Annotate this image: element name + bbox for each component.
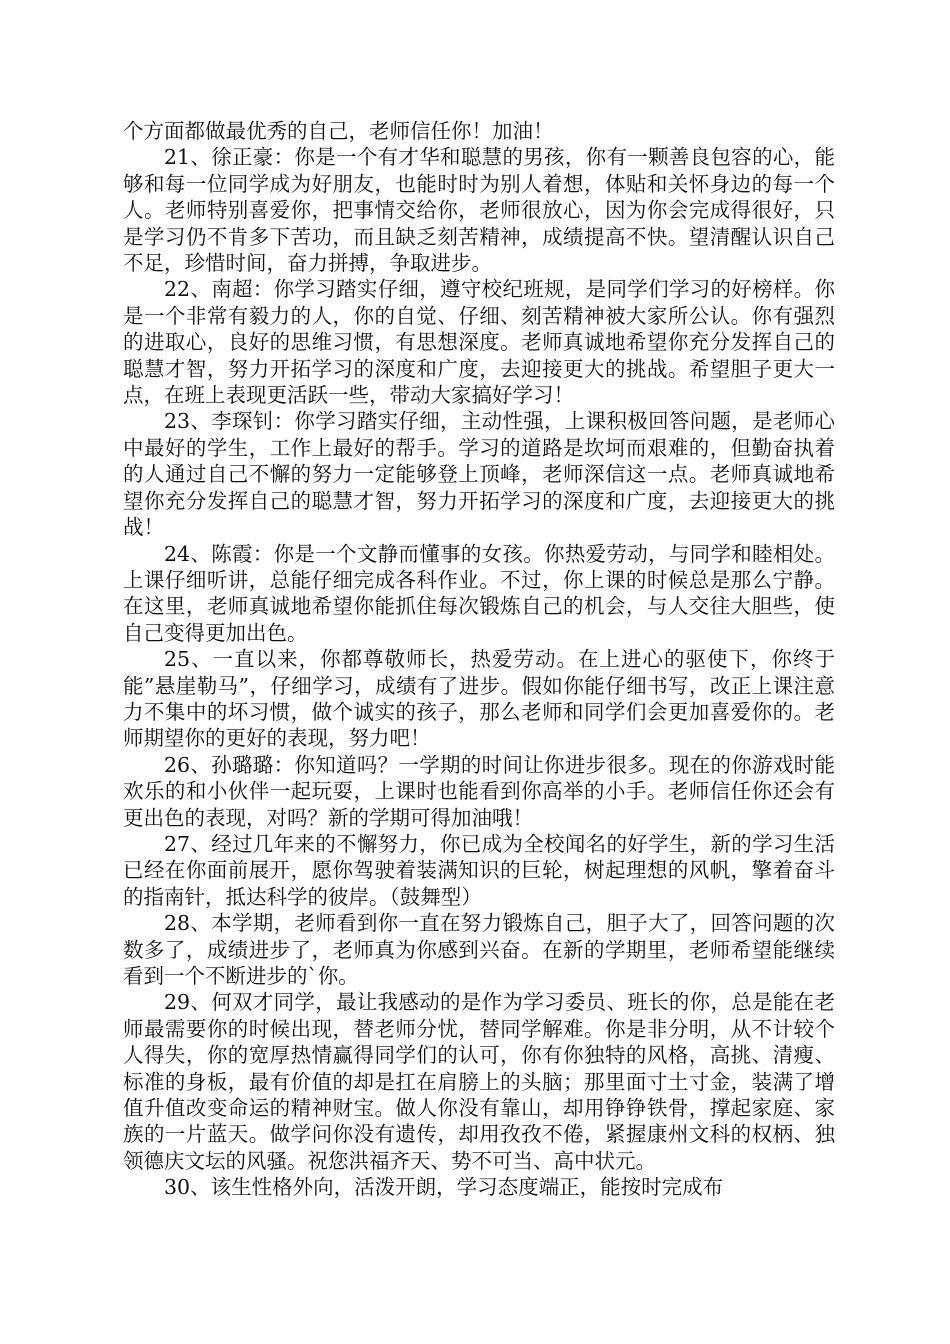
paragraph-29: 29、何双才同学，最让我感动的是作为学习委员、班长的你，总是能在老师最需要你的时候出现，替老师分忧，替同学解难。你是非分明，从不计较个人得失，你的宽厚热情赢得同学们的认可，你有你独特的风格，高挑、清瘦、标准的身板，最有价值的却是扛在肩膀上的头脑；那里面寸土寸金，装满了增值升值改变命运的精神财宝。做人你没有靠山，却用铮铮铁骨，撑起家庭、家族的一片蓝天。做学问你没有遗传，却用孜孜不倦，紧握康州文科的权柄、独领德庆文坛的风骚。祝您洪福齐天、势不可当、高中状元。 [123, 990, 835, 1173]
paragraph-30-start: 30、该生性格外向，活泼开朗，学习态度端正，能按时完成布 [164, 1175, 724, 1200]
paragraph-20-continued: 个方面都做最优秀的自己，老师信任你！加油！ [123, 119, 554, 143]
paragraph-22: 22、南超：你学习踏实仔细，遵守校纪班规，是同学们学习的好榜样。你是一个非常有毅力的人，你的自觉、仔细、刻苦精神被大家所公认。你有强烈的进取心，良好的思维习惯，有思想深度。老师真诚地希望你充分发挥自己的聪慧才智，努力开拓学习的深度和广度，去迎接更大的挑战。希望胆子更大一点，在班上表现更活跃一些，带动大家搞好学习！ [123, 277, 835, 408]
paragraph-26: 26、孙璐璐：你知道吗？一学期的时间让你进步很多。现在的你游戏时能欢乐的和小伙伴一起玩耍，上课时也能看到你高举的小手。老师信任你还会有更出色的表现，对吗？新的学期可得加油哦！ [123, 752, 835, 830]
paragraph-24: 24、陈霞：你是一个文静而懂事的女孩。你热爱劳动，与同学和睦相处。上课仔细听讲，总能仔细完成各科作业。不过，你上课的时候总是那么宁静。在这里，老师真诚地希望你能抓住每次锻炼自己的机会，与人交往大胆些，使自己变得更加出色。 [123, 541, 835, 645]
paragraph-25: 25、一直以来，你都尊敬师长，热爱劳动。在上进心的驱使下，你终于能”悬崖勒马”，仔细学习，成绩有了进步。假如你能仔细书写，改正上课注意力不集中的坏习惯，做个诚实的孩子，那么老师和同学们会更加喜爱你的。老师期望你的更好的表现，努力吧！ [123, 647, 835, 751]
document-page [123, 118, 835, 1201]
paragraph-28: 28、本学期，老师看到你一直在努力锻炼自己，胆子大了，回答问题的次数多了，成绩进步了，老师真为你感到兴奋。在新的学期里，老师希望能继续看到一个不断进步的`你。 [123, 911, 835, 988]
paragraph-27: 27、经过几年来的不懈努力，你已成为全校闻名的好学生，新的学习生活已经在你面前展开，愿你驾驶着装满知识的巨轮，树起理想的风帆，擎着奋斗的指南针，抵达科学的彼岸。（鼓舞型） [123, 831, 835, 909]
paragraph-21: 21、徐正豪：你是一个有才华和聪慧的男孩，你有一颗善良包容的心，能够和每一位同学成为好朋友，也能时时为别人着想，体贴和关怀身边的每一个人。老师特别喜爱你，把事情交给你，老师很放心，因为你会完成得很好，只是学习仍不肯多下苦功，而且缺乏刻苦精神，成绩提高不快。望清醒认识自己不足，珍惜时间，奋力拼搏，争取进步。 [123, 145, 835, 276]
paragraph-23: 23、李琛钊：你学习踏实仔细，主动性强，上课积极回答问题，是老师心中最好的学生，工作上最好的帮手。学习的道路是坎坷而艰难的，但勤奋执着的人通过自己不懈的努力一定能够登上顶峰，老师深信这一点。老师真诚地希望你充分发挥自己的聪慧才智，努力开拓学习的深度和广度，去迎接更大的挑战！ [123, 409, 835, 540]
